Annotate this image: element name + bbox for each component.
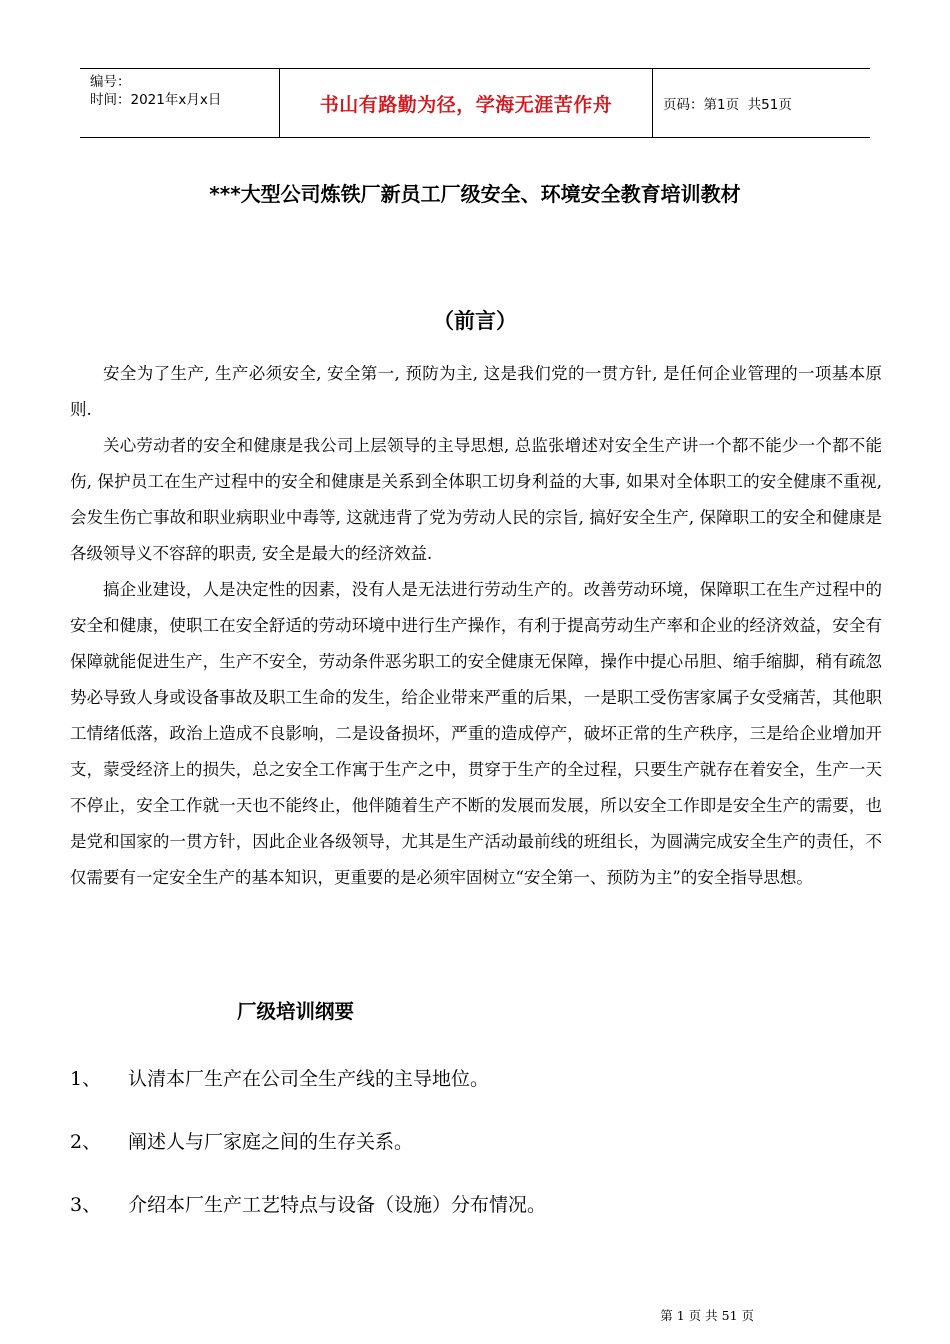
document-title: ***大型公司炼铁厂新员工厂级安全、环境安全教育培训教材 [209,182,741,206]
outline-item-text: 介绍本厂生产工艺特点与设备（设施）分布情况。 [128,1194,547,1216]
header-meta [80,69,280,137]
preface-heading: （前言） [433,309,517,333]
paragraph: 安全为了生产, 生产必须安全, 安全第一, 预防为主, 这是我们党的一贯方针, 是任何企业管理的一项基本原则. [70,364,882,419]
page-info: 页码：第1页 共51页 [663,97,792,113]
number-label: 编号： [90,74,131,90]
outline-item [70,1190,546,1217]
motto: 书山有路勤为径，学海无涯苦作舟 [319,93,613,116]
outline-item-text: 认清本厂生产在公司全生产线的主导地位。 [128,1068,490,1090]
paragraph: 关心劳动者的安全和健康是我公司上层领导的主导思想, 总监张增述对安全生产讲一个都不能少一个都不能伤, 保护员工在生产过程中的安全和健康是关系到全体职工切身利益的大事, 如果对全体职工的安全健康不重视, 会发生伤亡事故和职业病职业中毒等, 这就违背了党为劳动人民的宗旨, 搞好安全生产, 保障职工的安全和健康是各级领导义不容辞的职责, 安全是最大的经济效益. [70,436,882,563]
document-header [80,68,870,138]
outline-item-number: 3、 [70,1194,102,1216]
paragraph: 搞企业建设，人是决定性的因素，没有人是无法进行劳动生产的。改善劳动环境，保障职工在生产过程中的安全和健康，使职工在安全舒适的劳动环境中进行生产操作，有利于提高劳动生产率和企业的经济效益，安全有保障就能促进生产，生产不安全，劳动条件恶劣职工的安全健康无保障，操作中提心吊胆、缩手缩脚，稍有疏忽势必导致人身或设备事故及职工生命的发生，给企业带来严重的后果，一是职工受伤害家属子女受痛苦，其他职工情绪低落，政治上造成不良影响，二是设备损坏，严重的造成停产，破坏正常的生产秩序，三是给企业增加开支，蒙受经济上的损失，总之安全工作寓于生产之中，贯穿于生产的全过程，只要生产就存在着安全，生产一天不停止，安全工作就一天也不能终止，他伴随着生产不断的发展而发展，所以安全工作即是安全生产的需要，也是党和国家的一贯方针，因此企业各级领导，尤其是生产活动最前线的班组长，为圆满完成安全生产的责任，不仅需要有一定安全生产的基本知识，更重要的是必须牢固树立“安全第一、预防为主”的安全指导思想。 [70,580,882,887]
outline-item [70,1127,413,1154]
preface-body [70,356,882,896]
outline-heading: 厂级培训纲要 [237,1000,355,1023]
outline-item-number: 2、 [70,1131,102,1153]
outline-item [70,1064,489,1091]
time-label: 时间：2021年x月x日 [90,92,222,108]
header-page-info-cell [653,69,870,137]
outline-item-text: 阐述人与厂家庭之间的生存关系。 [128,1131,414,1153]
outline-item-number: 1、 [70,1068,102,1090]
footer-page-number: 第 1 页 共 51 页 [660,1308,754,1323]
header-motto-cell [280,69,653,137]
